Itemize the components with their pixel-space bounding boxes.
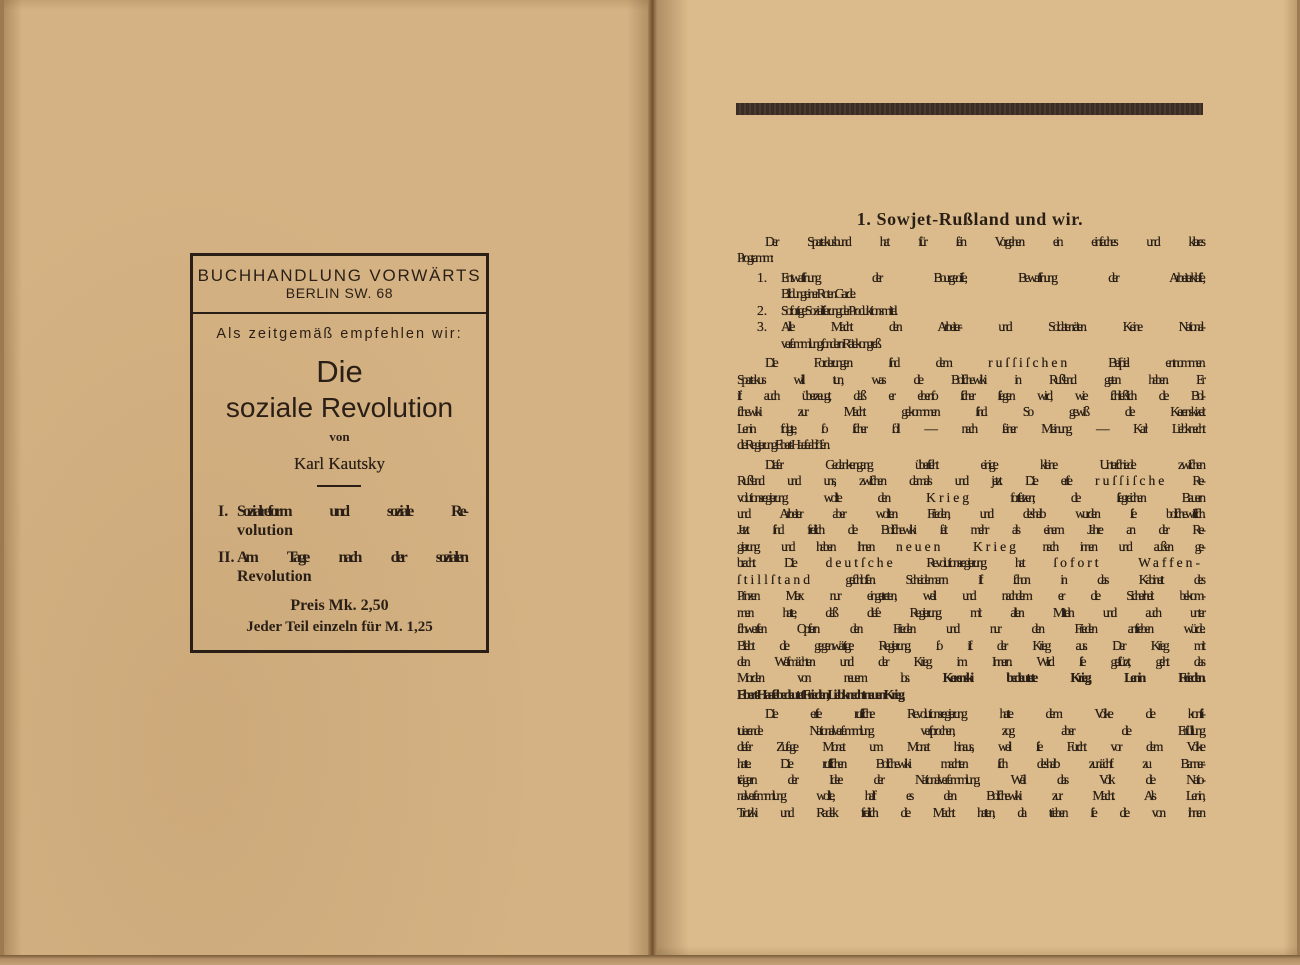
text-line — [737, 572, 1203, 588]
program-list — [737, 270, 1203, 352]
text-line: Der Spartakusbund hat für ſein Vorgehen ein einfaches und klares — [765, 234, 1203, 249]
text-line: Bildung einer Roten Garde. — [781, 286, 854, 302]
program-item — [737, 303, 1203, 319]
price-line: Preis Mk. 2,50 — [290, 597, 389, 614]
contents-item — [218, 502, 466, 540]
text-line: Sofortige Sozialiſierung der Produktionsmittel. — [781, 302, 896, 318]
contents-item-number: II. — [218, 549, 235, 566]
contents-item-text — [237, 502, 466, 540]
contents-item-line: Sozialreform und soziale Re- — [237, 503, 466, 520]
bookshop-address: BERLIN SW. 68 — [285, 285, 394, 301]
program-item-number: 2. — [757, 302, 768, 318]
spaced-emphasis: ſtillſtand — [737, 571, 813, 587]
program-item-number: 3. — [757, 319, 768, 335]
program-item — [737, 319, 1203, 352]
separator-rule — [317, 485, 361, 487]
text-line — [737, 473, 1203, 489]
by-line: von — [329, 429, 350, 444]
text-line: ſchwerſten Opfern den Frieden und nur den Frieden anſtreben würde. — [737, 621, 1203, 637]
text-line: men hatte, daß dieſe Regierung mit allen Mitteln und auch unter — [737, 604, 1203, 620]
text-line — [737, 355, 1203, 371]
text-line: tuierende Nationalverſammlung verſprochen, zog aber die Erfüllung — [737, 722, 1203, 738]
text-run: volutionsregierung wollte den — [737, 489, 927, 505]
text-line: ſchewiki zur Macht gekommen ſind. So gewiß die Kerenskizeit — [737, 404, 1203, 420]
contents-item-line: Revolution — [237, 568, 312, 585]
text-line — [737, 555, 1203, 571]
page-bottom-edge — [0, 955, 1300, 965]
bookshop-name: BUCHHANDLUNG VORWÄRTS — [197, 266, 482, 285]
text-line: Programm: — [737, 250, 772, 266]
text-line: Die erſte ruſſiſche Revolutionsregierung hatte dem Volke die konſti- — [765, 706, 1203, 722]
text-line: Dieſer Gedankengang überſieht einige kleine Unterſchiede zwiſchen — [765, 456, 1203, 472]
program-item-number: 1. — [757, 269, 768, 285]
text-line — [737, 490, 1203, 506]
spaced-emphasis: ſofort Waffen- — [1053, 555, 1203, 571]
text-run: Re- — [1167, 473, 1203, 489]
paragraph — [737, 706, 1203, 821]
bold-emphasis: Ebert-Haaſe bedeutet Frieden, Liebknecht neuen Krieg. — [737, 686, 903, 702]
text-line: Jetzt ſind freilich die Bolſchewiki ſeit mehr als einem Jahre an der Re- — [737, 522, 1203, 538]
contents-item — [218, 548, 466, 586]
book-title-line-2: soziale Revolution — [225, 392, 454, 423]
chapter-heading: 1. Sowjet-Rußland und wir. — [856, 209, 1084, 229]
text-line: und Arbeiter aber wollten Frieden, und deshalb wurden ſie bolſchewiſtiſch. — [737, 506, 1203, 521]
text-run: nach innen und außen ge- — [1018, 538, 1203, 554]
text-run: Morden von neuem los. — [737, 670, 943, 686]
text-run: Revolutionsregierung hat — [895, 555, 1054, 571]
contents-item-number: I. — [218, 503, 229, 520]
text-line: verſammlung, ſondern Rätekongreß. — [781, 335, 880, 351]
text-line: hatte. Die ruſſiſchen Bolſchewiki machten ſich deshalb zunächſt zu Banner- — [737, 755, 1203, 771]
text-line — [737, 670, 1203, 686]
program-item — [737, 270, 1203, 303]
text-line — [737, 539, 1203, 555]
recommendation-line: Als zeitgemäß empfehlen wir: — [216, 326, 463, 342]
spaced-emphasis: Krieg — [926, 489, 973, 505]
text-line — [737, 687, 1203, 703]
text-run: gierung und haben ihnen — [737, 538, 896, 554]
text-run: Rußland und uns, zwiſchen damals und jetzt. Die erſte — [737, 473, 1096, 489]
text-run: geſchloſſen. Scheidemann iſt ſchon in das Kabinett des — [813, 571, 1203, 587]
text-line: dieſer Zuſage Monat um Monat hinaus, weil ſie Furcht vor dem Volke — [737, 739, 1203, 755]
text-line: iſt auch überzeugt, daß er ebenſo ſicher ſiegen wird, wie ſchließlich die Bol- — [737, 387, 1203, 403]
price-per-part-line: Jeder Teil einzeln für M. 1,25 — [246, 619, 433, 635]
text-line: trägern der Idee der Nationalverſammlung. Weil das Volk die Natio- — [737, 772, 1203, 787]
contents-item-line: Am Tage nach der sozialen — [237, 549, 466, 566]
text-line: Trotzki und Radek freilich die Macht hatten, da trieben ſie die von ihnen — [737, 804, 1203, 820]
text-line: nalverſammlung wollte, half es den Bolſchewiki zur Macht. Als Lenin, — [737, 788, 1203, 804]
text-line: Entwaffnung der Bourgeoiſie, Bewaffnung der Arbeiterklaſſe, — [781, 269, 1203, 285]
text-line: Bleibt die gegenwärtige Regierung, ſo iſt der Krieg aus. Der Krieg mit — [737, 637, 1203, 653]
header-divider — [193, 312, 486, 314]
book-title-line-1: Die — [316, 354, 363, 389]
text-line: Spartakus will tun, was die Bolſchewiki in Rußland getan haben. Er — [737, 371, 1203, 387]
text-line: die Regierung Ebert-Haaſe ablöſen. — [737, 437, 828, 453]
text-line: Alle Macht den Arbeiter- und Soldatenräten. Keine National- — [781, 319, 1203, 335]
text-run: fortſetzen; die ſiegreichen Bauern — [972, 489, 1203, 505]
paragraph — [737, 355, 1203, 454]
paragraph — [737, 234, 1203, 267]
contents-item-text — [237, 548, 466, 586]
spaced-emphasis: ruſſiſchen — [988, 355, 1071, 371]
article-text — [737, 234, 1203, 821]
text-line: den Weſtmächten und der Krieg im Innern. Wird ſie geſtürzt, geht das — [737, 653, 1203, 669]
text-line: Prinzen Max nur eingetreten, weil und nachdem er die Sicherheit bekom- — [737, 588, 1203, 604]
text-run: Beiſpiel entnommen. — [1070, 355, 1203, 371]
top-decorative-rule — [736, 103, 1203, 115]
text-line: Lenin folgte, ſo ſicher ſoll — nach ſeiner Meinung — Karl Liebknecht — [737, 420, 1203, 436]
contents-item-line: volution — [237, 522, 294, 539]
advertisement-box — [190, 253, 489, 653]
spaced-emphasis: neuen Krieg — [895, 538, 1019, 554]
paragraph — [737, 457, 1203, 704]
author-name: Karl Kautsky — [293, 454, 386, 473]
spaced-emphasis: ruſſiſche — [1095, 473, 1168, 489]
text-run: Die Forderungen ſind dem — [765, 355, 989, 371]
spaced-emphasis: deutſche — [825, 555, 896, 571]
text-run: bracht. Die — [737, 555, 826, 571]
bold-emphasis: Kerenski bedeutete Krieg, Lenin Frieden. — [942, 670, 1203, 686]
